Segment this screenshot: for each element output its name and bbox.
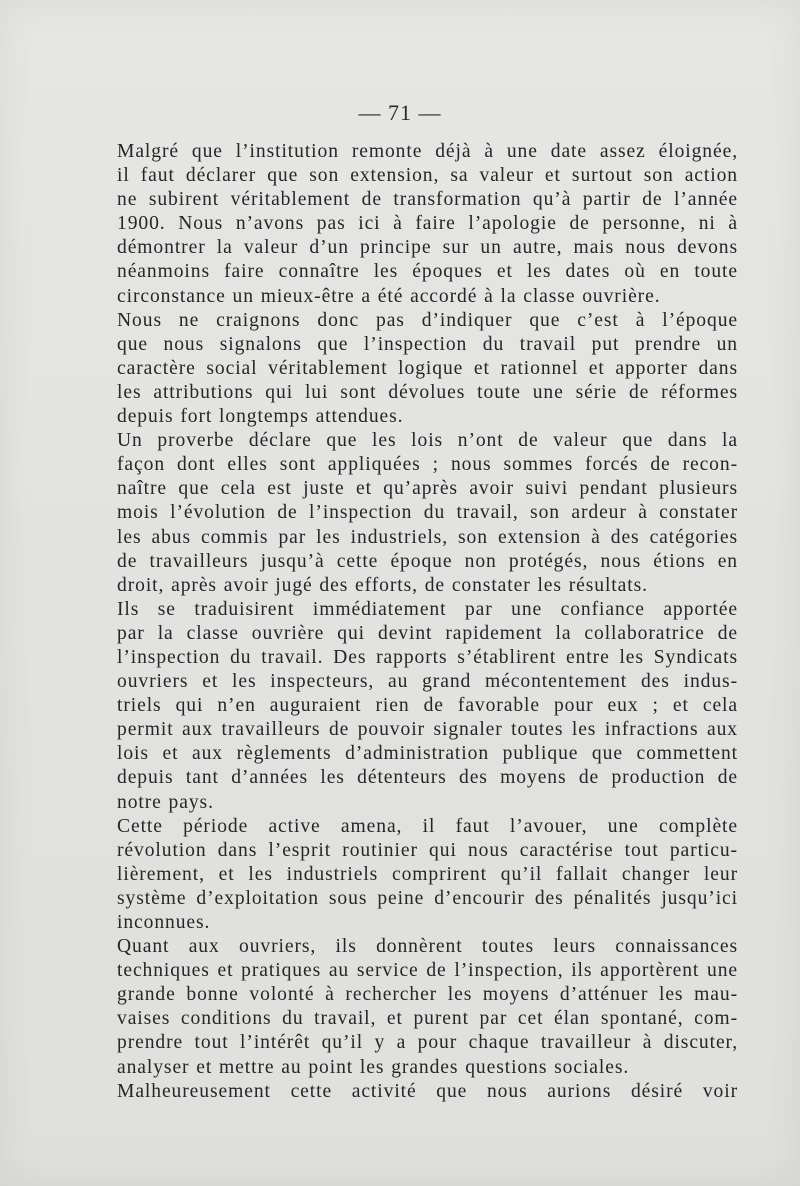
text-line: ouvriers et les inspecteurs, au grand mécontentement des indus-: [117, 671, 738, 693]
paragraph: [76, 1080, 738, 1104]
text-line: permit aux travailleurs de pouvoir signaler toutes les infractions aux: [117, 719, 738, 741]
text-line: l’inspection du travail. Des rapports s’établirent entre les Syndicats: [117, 646, 738, 668]
text-line: Malheureusement cette activité que nous aurions désiré voir: [117, 1080, 738, 1102]
text-line: notre pays.: [117, 791, 214, 813]
text-line: ne subirent véritablement de transformation qu’à partir de l’année: [117, 189, 738, 211]
text-line: caractère social véritablement logique et rationnel et apporter dans: [117, 357, 738, 379]
text-line: prendre tout l’intérêt qu’il y a pour chaque travailleur à discuter,: [117, 1032, 738, 1054]
text-line: les attributions qui lui sont dévolues toute une série de réformes: [117, 381, 738, 403]
text-line: analyser et mettre au point les grandes questions sociales.: [117, 1056, 630, 1078]
text-line: les abus commis par les industriels, son extension à des catégories: [117, 526, 738, 548]
text-line: triels qui n’en auguraient rien de favorable pour eux ; et cela: [117, 695, 738, 717]
text-line: droit, après avoir jugé des efforts, de constater les résultats.: [117, 574, 648, 596]
text-line: mois l’évolution de l’inspection du travail, son ardeur à constater: [117, 502, 738, 524]
paragraph: [76, 935, 738, 1080]
text-line: il faut déclarer que son extension, sa valeur et surtout son action: [117, 165, 738, 187]
text-line: depuis tant d’années les détenteurs des moyens de production de: [117, 767, 738, 789]
text-line: néanmoins faire connaître les époques et les dates où en toute: [117, 261, 738, 283]
text-line: façon dont elles sont appliquées ; nous sommes forcés de recon-: [117, 454, 738, 476]
page-number: — 71 —: [358, 100, 442, 125]
text-line: de travailleurs jusqu’à cette époque non protégés, nous étions en: [117, 550, 738, 572]
text-line: révolution dans l’esprit routinier qui nous caractérise tout particu-: [117, 839, 738, 861]
text-line: inconnues.: [117, 912, 211, 933]
text-line: vaises conditions du travail, et purent par cet élan spontané, com-: [117, 1008, 738, 1030]
text-line: techniques et pratiques au service de l’inspection, ils apportèrent une: [117, 960, 738, 982]
paragraph: [76, 309, 738, 429]
text-line: 1900. Nous n’avons pas ici à faire l’apologie de personne, ni à: [117, 213, 738, 235]
body-text: [76, 140, 738, 1104]
paragraph: [76, 815, 738, 935]
text-line: Nous ne craignons donc pas d’indiquer que c’est à l’époque: [117, 309, 738, 331]
text-line: Ils se traduisirent immédiatement par une confiance apportée: [117, 598, 738, 620]
text-line: lois et aux règlements d’administration publique que commettent: [117, 743, 738, 765]
paragraph: [76, 598, 738, 815]
text-line: démontrer la valeur d’un principe sur un autre, mais nous devons: [117, 237, 738, 259]
paragraph: [76, 140, 738, 309]
text-line: depuis fort longtemps attendues.: [117, 406, 404, 428]
text-line: lièrement, et les industriels comprirent qu’il fallait changer leur: [117, 863, 738, 885]
text-line: que nous signalons que l’inspection du travail put prendre un: [117, 333, 738, 355]
text-line: système d’exploitation sous peine d’encourir des pénalités jusqu’ici: [117, 887, 738, 909]
text-line: Cette période active amena, il faut l’avouer, une complète: [117, 815, 738, 837]
text-line: Malgré que l’institution remonte déjà à une date assez éloignée,: [117, 141, 738, 162]
paragraph: [76, 429, 738, 598]
text-line: circonstance un mieux-être a été accordé à la classe ouvrière.: [117, 285, 661, 307]
text-line: naître que cela est juste et qu’après avoir suivi pendant plusieurs: [117, 478, 738, 500]
text-line: Quant aux ouvriers, ils donnèrent toutes leurs connaissances: [117, 936, 738, 958]
text-line: grande bonne volonté à rechercher les moyens d’atténuer les mau-: [117, 984, 738, 1006]
text-line: Un proverbe déclare que les lois n’ont de valeur que dans la: [117, 430, 738, 452]
text-line: par la classe ouvrière qui devint rapidement la collaboratrice de: [117, 622, 738, 644]
